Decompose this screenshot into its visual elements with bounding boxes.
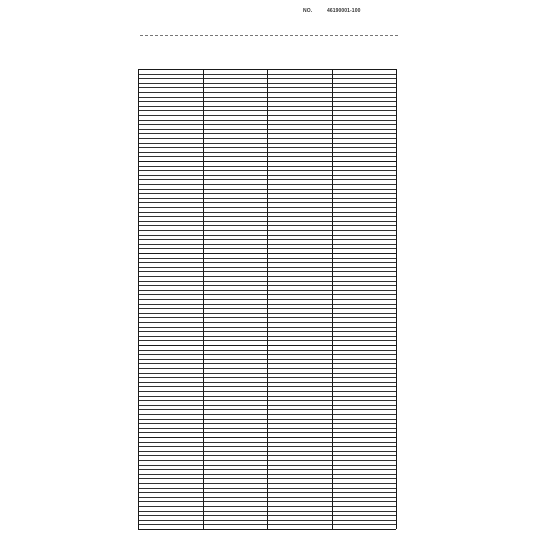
perforation-line — [140, 35, 398, 36]
part-number-header — [303, 6, 360, 16]
number-label: NO. — [303, 8, 313, 14]
chart-grid — [138, 68, 398, 530]
part-number: 46190001-100 — [327, 8, 361, 14]
chart-grid-svg — [138, 68, 398, 530]
